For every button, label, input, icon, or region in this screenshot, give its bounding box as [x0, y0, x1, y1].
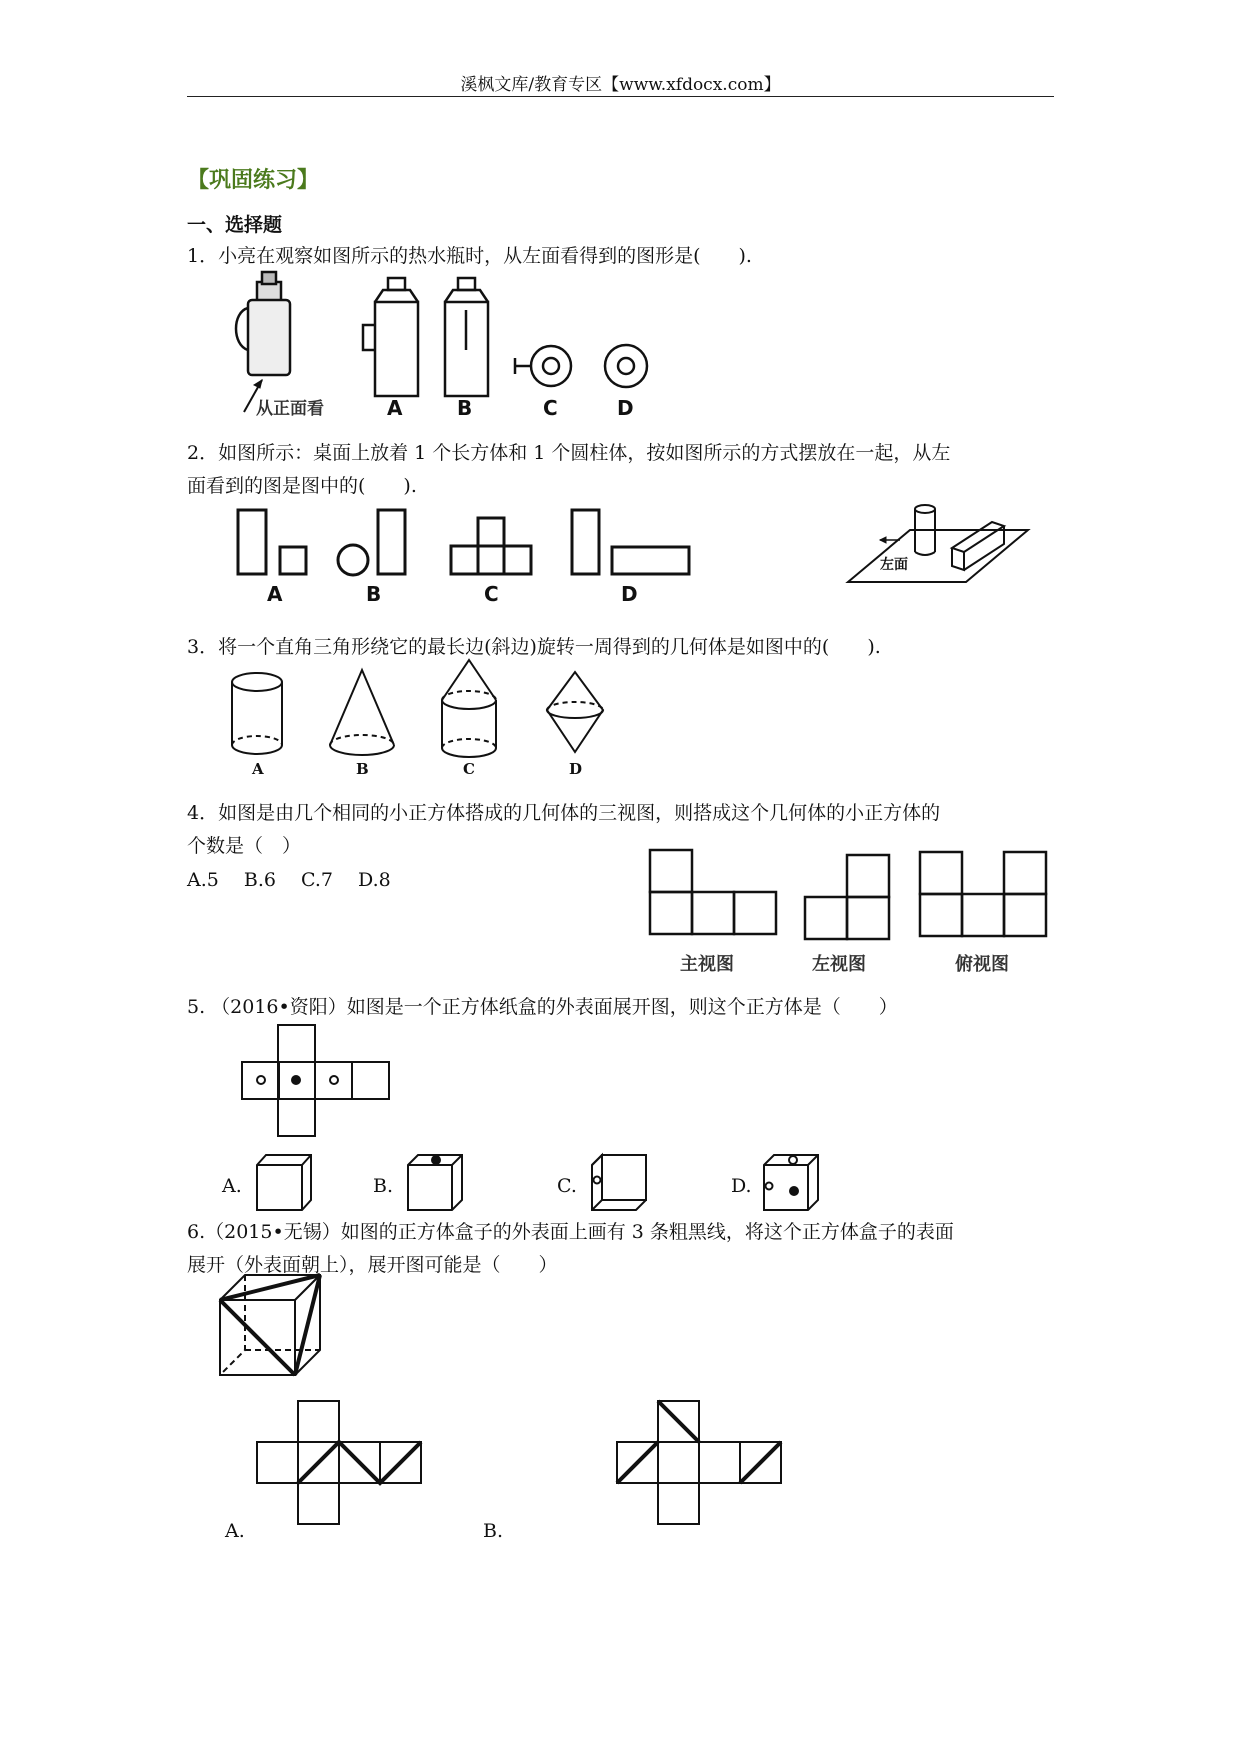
q6-option-a-label: A. — [225, 1520, 245, 1542]
q2-label-b: B — [366, 582, 382, 606]
q5-option-a-label: A. — [222, 1175, 242, 1197]
question-2-line-1: 2．如图所示：桌面上放着 1 个长方体和 1 个圆柱体，按如图所示的方式摆放在一起，从左 — [187, 442, 951, 464]
q5-option-d-label: D. — [731, 1175, 752, 1197]
question-6-line-2: 展开（外表面朝上），展开图可能是（ ） — [187, 1254, 558, 1276]
question-6-line-1: 6.（2015•无锡）如图的正方体盒子的外表面上画有 3 条粗黑线，将这个正方体盒子的表面 — [187, 1221, 954, 1243]
q1-view-caption: 从正面看 — [256, 399, 324, 419]
front-view-caption: 主视图 — [680, 954, 734, 975]
q2-label-a: A — [267, 582, 283, 606]
q6-net-a — [257, 1401, 421, 1524]
q5-option-c-label: C. — [557, 1175, 577, 1197]
left-view-caption: 左视图 — [812, 954, 866, 975]
question-1-text: 1．小亮在观察如图所示的热水瓶时，从左面看得到的图形是( ). — [187, 245, 752, 267]
section-title: 【巩固练习】 — [187, 167, 320, 193]
q1-label-a: A — [387, 396, 403, 420]
question-2-line-2: 面看到的图是图中的( ). — [187, 475, 417, 497]
question-4-line-2: 个数是（ ） — [187, 835, 302, 857]
q2-scene-label: 左面 — [880, 557, 908, 573]
question-4-options: A.5 B.6 C.7 D.8 — [187, 869, 391, 891]
question-3-text: 3．将一个直角三角形绕它的最长边(斜边)旋转一周得到的几何体是如图中的( ). — [187, 636, 881, 658]
q3-label-c: C — [463, 760, 475, 778]
q2-label-d: D — [621, 582, 638, 606]
q6-cube-with-lines — [220, 1275, 320, 1375]
question-4-line-1: 4．如图是由几个相同的小正方体搭成的几何体的三视图，则搭成这个几何体的小正方体的 — [187, 802, 941, 824]
q3-label-d: D — [569, 760, 583, 778]
q5-option-b-label: B. — [373, 1175, 394, 1197]
question-5-text: 5. （2016•资阳）如图是一个正方体纸盒的外表面展开图，则这个正方体是（ ） — [187, 996, 898, 1018]
part-title: 一、选择题 — [187, 214, 283, 236]
q1-label-c: C — [543, 396, 558, 420]
q6-option-b-label: B. — [483, 1520, 504, 1542]
q6-net-b — [617, 1401, 781, 1524]
q3-label-a: A — [252, 760, 264, 778]
q1-label-d: D — [617, 396, 634, 420]
top-view-caption: 俯视图 — [955, 954, 1009, 975]
q3-label-b: B — [356, 760, 369, 778]
q1-label-b: B — [457, 396, 473, 420]
q2-label-c: C — [484, 582, 499, 606]
page-header: 溪枫文库/教育专区【www.xfdocx.com】 — [460, 75, 781, 95]
